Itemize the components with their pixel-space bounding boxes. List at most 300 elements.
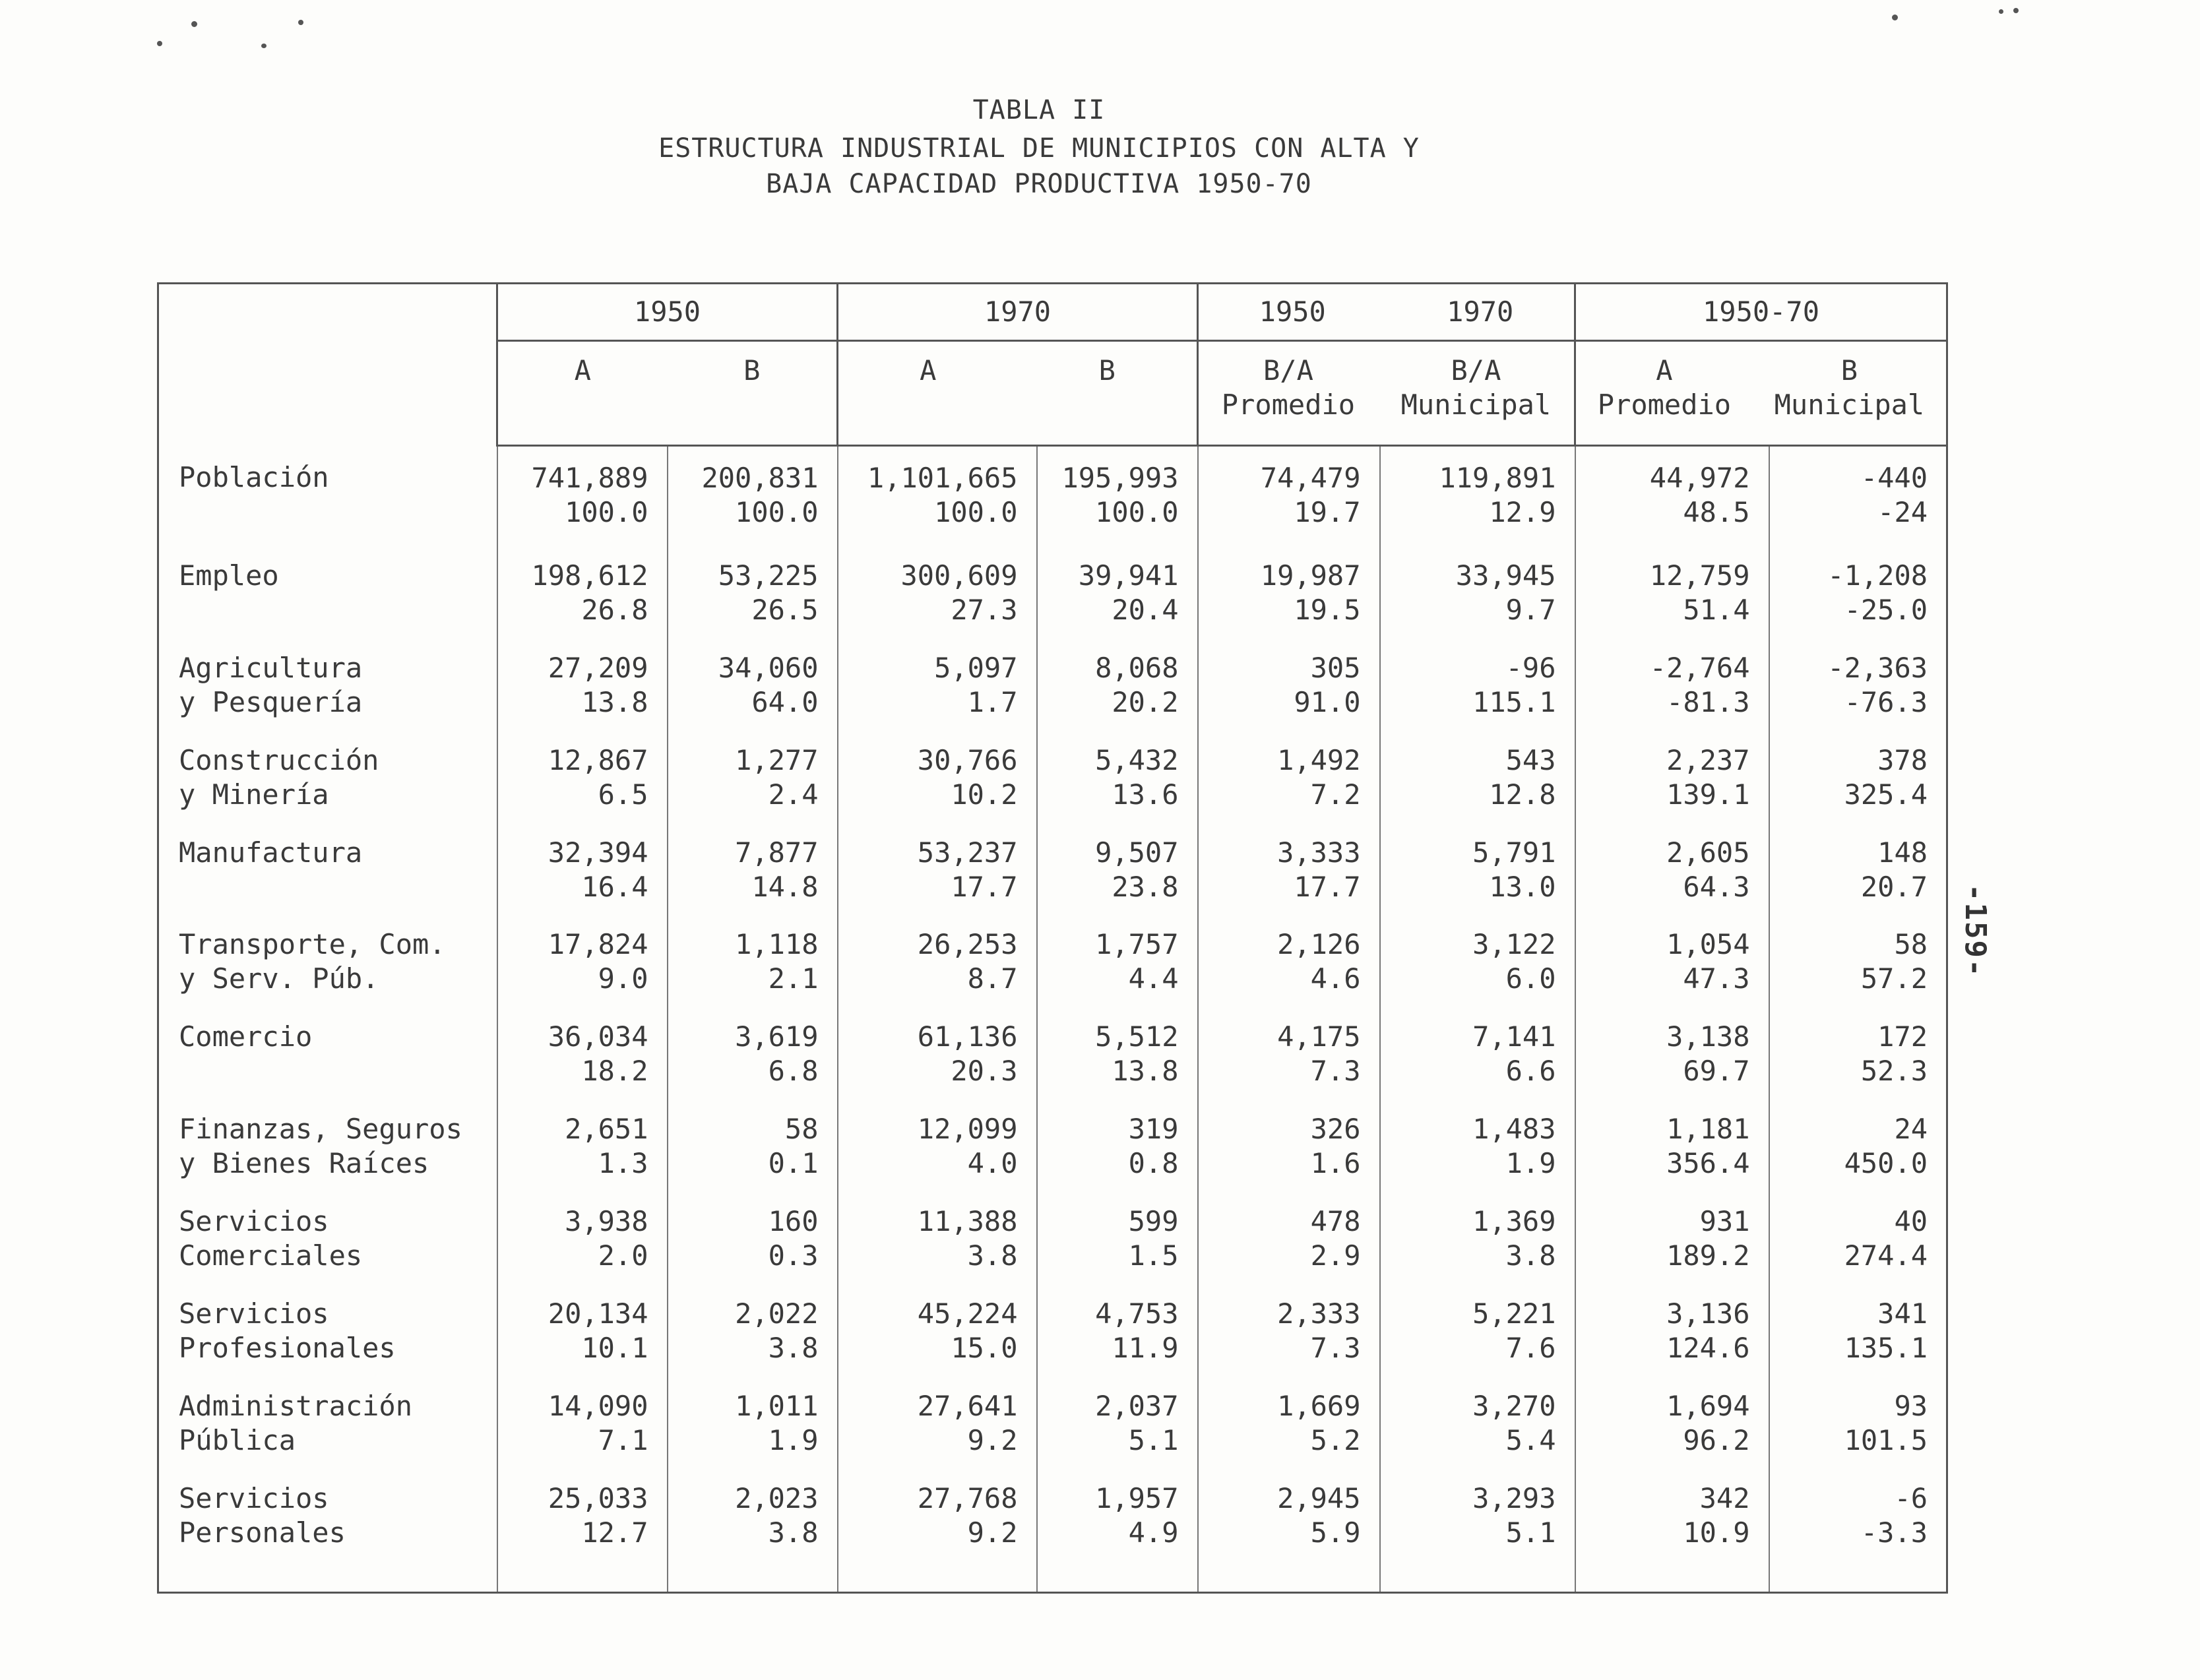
cell-percent-value: 356.4 xyxy=(1666,1147,1750,1180)
sub-header-ratio-1950-line2: Promedio xyxy=(1221,389,1356,421)
data-cell xyxy=(1575,1020,1769,1112)
cell-absolute-value: 200,831 xyxy=(701,462,819,494)
cell-absolute-value: 34,060 xyxy=(718,651,819,684)
data-cell xyxy=(497,559,668,651)
table-title-line-2: BAJA CAPACIDAD PRODUCTIVA 1950-70 xyxy=(766,169,1312,199)
table-body xyxy=(158,446,1947,1593)
scan-speck xyxy=(1999,9,2003,14)
cell-percent-value: 100.0 xyxy=(934,496,1018,528)
data-cell xyxy=(1037,559,1198,651)
row-label xyxy=(158,1481,497,1593)
data-cell xyxy=(838,1204,1037,1297)
cell-percent-value: 26.5 xyxy=(751,593,819,626)
row-label-line: y Serv. Púb. xyxy=(179,962,379,995)
row-label xyxy=(158,836,497,928)
cell-percent-value: 16.4 xyxy=(581,870,648,903)
row-label-line: Profesionales xyxy=(179,1331,396,1364)
cell-absolute-value: 7,877 xyxy=(735,836,819,869)
table-row xyxy=(158,559,1947,651)
cell-absolute-value: 3,293 xyxy=(1472,1481,1556,1514)
data-cell xyxy=(1380,1112,1575,1204)
data-cell xyxy=(1380,1204,1575,1297)
row-label-line: Personales xyxy=(179,1516,346,1549)
group-header-1950: 1950 xyxy=(497,284,838,341)
cell-absolute-value: -2,363 xyxy=(1827,651,1928,684)
data-cell xyxy=(838,559,1037,651)
cell-absolute-value: 12,099 xyxy=(917,1113,1018,1146)
data-cell xyxy=(1198,836,1380,928)
data-cell xyxy=(1575,743,1769,836)
data-cell xyxy=(1198,1297,1380,1389)
table-row xyxy=(158,1481,1947,1593)
cell-absolute-value: 1,957 xyxy=(1095,1481,1179,1514)
cell-percent-value: 1.9 xyxy=(1505,1147,1556,1180)
scan-speck xyxy=(1892,15,1898,20)
data-cell xyxy=(1037,1481,1198,1593)
row-label xyxy=(158,927,497,1020)
cell-percent-value: 2.1 xyxy=(768,962,819,995)
cell-percent-value: 12.7 xyxy=(581,1516,648,1549)
cell-percent-value: 91.0 xyxy=(1294,685,1361,718)
cell-percent-value: 6.0 xyxy=(1505,962,1556,995)
cell-percent-value: 1.3 xyxy=(598,1147,648,1180)
data-cell xyxy=(1769,1297,1947,1389)
cell-percent-value: 100.0 xyxy=(1095,496,1179,528)
cell-absolute-value: 5,097 xyxy=(934,651,1018,684)
cell-absolute-value: 8,068 xyxy=(1095,651,1179,684)
cell-percent-value: 20.4 xyxy=(1112,593,1179,626)
cell-absolute-value: 2,037 xyxy=(1095,1389,1179,1422)
cell-percent-value: 17.7 xyxy=(1294,870,1361,903)
data-cell xyxy=(838,927,1037,1020)
cell-percent-value: 23.8 xyxy=(1112,870,1179,903)
cell-absolute-value: -6 xyxy=(1894,1481,1928,1514)
table-row xyxy=(158,743,1947,836)
data-cell xyxy=(668,1297,838,1389)
data-cell xyxy=(1037,1297,1198,1389)
cell-absolute-value: 1,694 xyxy=(1666,1389,1750,1422)
data-cell xyxy=(1198,1481,1380,1593)
cell-absolute-value: 45,224 xyxy=(917,1297,1018,1330)
cell-absolute-value: 119,891 xyxy=(1439,462,1556,494)
data-cell xyxy=(1575,446,1769,559)
cell-percent-value: 12.9 xyxy=(1489,496,1556,528)
industrial-structure-table xyxy=(157,282,1948,1594)
cell-absolute-value: 1,277 xyxy=(735,743,819,776)
data-cell xyxy=(1769,651,1947,743)
data-cell xyxy=(1380,836,1575,928)
cell-absolute-value: 195,993 xyxy=(1061,462,1179,494)
data-cell xyxy=(497,1020,668,1112)
cell-absolute-value: 19,987 xyxy=(1260,559,1361,592)
sub-header-1950 xyxy=(497,341,838,446)
data-cell xyxy=(1380,559,1575,651)
cell-percent-value: -25.0 xyxy=(1844,593,1928,626)
sub-header-change-b-line1: B xyxy=(1840,354,1858,387)
data-cell xyxy=(668,651,838,743)
sub-header-ratio-1970-line2: Municipal xyxy=(1400,389,1552,421)
cell-absolute-value: 2,605 xyxy=(1666,836,1750,869)
group-header-change: 1950-70 xyxy=(1575,284,1947,341)
data-cell xyxy=(1198,559,1380,651)
cell-absolute-value: 58 xyxy=(1894,928,1928,961)
data-cell xyxy=(1769,559,1947,651)
data-cell xyxy=(1769,1481,1947,1593)
data-cell xyxy=(497,1204,668,1297)
cell-absolute-value: 7,141 xyxy=(1472,1020,1556,1053)
data-cell xyxy=(1380,743,1575,836)
cell-absolute-value: 2,651 xyxy=(565,1113,648,1146)
cell-percent-value: 2.9 xyxy=(1310,1239,1361,1272)
group-header-row xyxy=(158,284,1947,341)
data-cell xyxy=(1575,836,1769,928)
data-cell xyxy=(1198,927,1380,1020)
row-label-line: Servicios xyxy=(179,1204,329,1237)
row-label xyxy=(158,446,497,559)
cell-absolute-value: 3,138 xyxy=(1666,1020,1750,1053)
cell-absolute-value: 2,126 xyxy=(1277,928,1361,961)
data-cell xyxy=(668,1112,838,1204)
data-cell xyxy=(1769,743,1947,836)
cell-absolute-value: 58 xyxy=(784,1113,819,1146)
cell-percent-value: 47.3 xyxy=(1683,962,1750,995)
cell-absolute-value: 2,022 xyxy=(735,1297,819,1330)
cell-absolute-value: 3,333 xyxy=(1277,836,1361,869)
cell-percent-value: 5.1 xyxy=(1505,1516,1556,1549)
data-cell xyxy=(668,927,838,1020)
cell-percent-value: 7.6 xyxy=(1505,1331,1556,1364)
cell-percent-value: 52.3 xyxy=(1860,1055,1928,1088)
data-cell xyxy=(1575,1297,1769,1389)
data-cell xyxy=(1037,1389,1198,1481)
cell-percent-value: 13.8 xyxy=(581,685,648,718)
cell-percent-value: 19.7 xyxy=(1294,496,1361,528)
cell-percent-value: 20.2 xyxy=(1112,685,1179,718)
cell-percent-value: 0.3 xyxy=(768,1239,819,1272)
data-cell xyxy=(1037,651,1198,743)
table-row xyxy=(158,446,1947,559)
data-cell xyxy=(1575,1481,1769,1593)
cell-percent-value: 27.3 xyxy=(951,593,1018,626)
scan-speck xyxy=(157,41,162,46)
data-cell xyxy=(838,1297,1037,1389)
cell-absolute-value: 33,945 xyxy=(1455,559,1556,592)
cell-percent-value: 20.3 xyxy=(951,1055,1018,1088)
cell-absolute-value: 17,824 xyxy=(548,928,648,961)
data-cell xyxy=(1769,1389,1947,1481)
cell-absolute-value: 5,221 xyxy=(1472,1297,1556,1330)
row-label-line: Finanzas, Seguros xyxy=(179,1113,462,1146)
cell-percent-value: 1.7 xyxy=(967,685,1018,718)
cell-absolute-value: 172 xyxy=(1877,1020,1928,1053)
data-cell xyxy=(1037,1204,1198,1297)
data-cell xyxy=(1037,1112,1198,1204)
cell-percent-value: 0.1 xyxy=(768,1147,819,1180)
cell-absolute-value: 148 xyxy=(1877,836,1928,869)
row-label xyxy=(158,1389,497,1481)
sub-header-a-1970: A xyxy=(920,354,937,387)
cell-percent-value: 274.4 xyxy=(1844,1239,1928,1272)
data-cell xyxy=(1198,651,1380,743)
cell-absolute-value: 741,889 xyxy=(531,462,648,494)
sub-header-ratio-1950-line1: B/A xyxy=(1263,354,1313,387)
cell-absolute-value: 2,237 xyxy=(1666,743,1750,776)
data-cell xyxy=(497,927,668,1020)
scan-speck xyxy=(261,44,267,48)
cell-percent-value: 101.5 xyxy=(1844,1423,1928,1456)
cell-absolute-value: 478 xyxy=(1310,1204,1361,1237)
cell-percent-value: 64.0 xyxy=(751,685,819,718)
cell-percent-value: 124.6 xyxy=(1666,1331,1750,1364)
cell-absolute-value: 53,237 xyxy=(917,836,1018,869)
row-label-line: Empleo xyxy=(179,559,279,592)
cell-absolute-value: 2,333 xyxy=(1277,1297,1361,1330)
data-cell xyxy=(1037,1020,1198,1112)
data-cell xyxy=(1380,1481,1575,1593)
cell-absolute-value: 2,023 xyxy=(735,1481,819,1514)
data-cell xyxy=(1769,446,1947,559)
row-label-line: Agricultura xyxy=(179,651,363,684)
cell-absolute-value: 543 xyxy=(1505,743,1556,776)
data-cell xyxy=(1198,1389,1380,1481)
table-number: TABLA II xyxy=(972,95,1106,125)
data-cell xyxy=(1769,927,1947,1020)
row-label-line: Administración xyxy=(179,1389,413,1422)
table-title-block xyxy=(0,92,2078,202)
data-cell xyxy=(1380,1020,1575,1112)
table-row xyxy=(158,651,1947,743)
cell-absolute-value: -1,208 xyxy=(1827,559,1928,592)
cell-percent-value: 1.5 xyxy=(1128,1239,1179,1272)
row-label xyxy=(158,743,497,836)
sub-header-change-a-line2: Promedio xyxy=(1597,389,1732,421)
cell-percent-value: 13.0 xyxy=(1489,870,1556,903)
cell-percent-value: 3.8 xyxy=(768,1331,819,1364)
stub-header xyxy=(158,284,497,446)
cell-absolute-value: 319 xyxy=(1128,1113,1179,1146)
data-cell xyxy=(1380,1389,1575,1481)
row-label-line: Servicios xyxy=(179,1481,329,1514)
cell-absolute-value: 1,757 xyxy=(1095,928,1179,961)
cell-percent-value: 20.7 xyxy=(1860,870,1928,903)
table-row xyxy=(158,836,1947,928)
cell-percent-value: 6.5 xyxy=(598,778,648,811)
cell-absolute-value: 32,394 xyxy=(548,836,648,869)
cell-percent-value: 64.3 xyxy=(1683,870,1750,903)
data-cell xyxy=(668,836,838,928)
cell-percent-value: 1.6 xyxy=(1310,1147,1361,1180)
sub-header-change-a-line1: A xyxy=(1656,354,1673,387)
table-title-line-1: ESTRUCTURA INDUSTRIAL DE MUNICIPIOS CON ALTA Y xyxy=(658,133,1420,164)
data-cell xyxy=(838,1481,1037,1593)
data-cell xyxy=(497,1389,668,1481)
data-cell xyxy=(1198,1112,1380,1204)
cell-percent-value: 10.1 xyxy=(581,1331,648,1364)
data-cell xyxy=(1769,1020,1947,1112)
cell-absolute-value: 326 xyxy=(1310,1113,1361,1146)
group-header-ratio-1950: 1950 xyxy=(1259,296,1326,328)
row-label xyxy=(158,559,497,651)
cell-absolute-value: 1,492 xyxy=(1277,743,1361,776)
cell-percent-value: 96.2 xyxy=(1683,1423,1750,1456)
data-cell xyxy=(497,836,668,928)
data-cell xyxy=(497,1297,668,1389)
cell-percent-value: 139.1 xyxy=(1666,778,1750,811)
cell-percent-value: 4.6 xyxy=(1310,962,1361,995)
cell-percent-value: 5.4 xyxy=(1505,1423,1556,1456)
data-cell xyxy=(668,743,838,836)
cell-percent-value: 8.7 xyxy=(967,962,1018,995)
data-cell xyxy=(1037,927,1198,1020)
data-cell xyxy=(668,559,838,651)
cell-absolute-value: 1,369 xyxy=(1472,1204,1556,1237)
cell-absolute-value: 27,768 xyxy=(917,1481,1018,1514)
sub-header-ratio-1950 xyxy=(1222,354,1355,422)
data-cell xyxy=(838,743,1037,836)
cell-absolute-value: 160 xyxy=(768,1204,819,1237)
row-label-line: Construcción xyxy=(179,743,379,776)
row-label-line: Transporte, Com. xyxy=(179,928,446,961)
cell-absolute-value: 40 xyxy=(1894,1204,1928,1237)
data-cell xyxy=(497,1112,668,1204)
cell-percent-value: 7.3 xyxy=(1310,1331,1361,1364)
data-cell xyxy=(1198,1204,1380,1297)
cell-absolute-value: -440 xyxy=(1860,462,1928,494)
cell-absolute-value: -2,764 xyxy=(1649,651,1750,684)
cell-absolute-value: 2,945 xyxy=(1277,1481,1361,1514)
cell-percent-value: 1.9 xyxy=(768,1423,819,1456)
cell-absolute-value: 11,388 xyxy=(917,1204,1018,1237)
sub-header-b-1950: B xyxy=(743,354,761,387)
cell-percent-value: 7.1 xyxy=(598,1423,648,1456)
sub-header-change xyxy=(1575,341,1947,446)
data-cell xyxy=(838,836,1037,928)
cell-absolute-value: 4,753 xyxy=(1095,1297,1179,1330)
cell-absolute-value: 27,209 xyxy=(548,651,648,684)
cell-percent-value: 9.7 xyxy=(1505,593,1556,626)
sub-header-change-b xyxy=(1775,354,1925,422)
scan-speck xyxy=(191,21,197,27)
page-number: -159- xyxy=(1959,884,1992,978)
cell-percent-value: 3.8 xyxy=(1505,1239,1556,1272)
cell-absolute-value: 12,867 xyxy=(548,743,648,776)
cell-percent-value: 10.9 xyxy=(1683,1516,1750,1549)
cell-absolute-value: 27,641 xyxy=(917,1389,1018,1422)
row-label-line: Pública xyxy=(179,1423,296,1456)
data-cell xyxy=(1769,1204,1947,1297)
cell-percent-value: 5.2 xyxy=(1310,1423,1361,1456)
cell-percent-value: 19.5 xyxy=(1294,593,1361,626)
cell-absolute-value: 36,034 xyxy=(548,1020,648,1053)
cell-percent-value: 2.4 xyxy=(768,778,819,811)
cell-percent-value: 450.0 xyxy=(1844,1147,1928,1180)
cell-absolute-value: 1,101,665 xyxy=(867,462,1018,494)
data-cell xyxy=(1575,651,1769,743)
data-cell xyxy=(1380,651,1575,743)
sub-header-ratio-1970-line1: B/A xyxy=(1451,354,1501,387)
cell-percent-value: 189.2 xyxy=(1666,1239,1750,1272)
data-cell xyxy=(1380,1297,1575,1389)
data-cell xyxy=(1198,743,1380,836)
cell-percent-value: 115.1 xyxy=(1472,685,1556,718)
cell-percent-value: 18.2 xyxy=(581,1055,648,1088)
data-cell xyxy=(1575,1204,1769,1297)
cell-percent-value: 13.6 xyxy=(1112,778,1179,811)
row-label xyxy=(158,1297,497,1389)
cell-percent-value: -3.3 xyxy=(1860,1516,1928,1549)
sub-header-a-1950: A xyxy=(574,354,591,387)
data-cell xyxy=(1575,927,1769,1020)
data-cell xyxy=(497,1481,668,1593)
cell-absolute-value: 1,483 xyxy=(1472,1113,1556,1146)
cell-absolute-value: 61,136 xyxy=(917,1020,1018,1053)
table-row xyxy=(158,1204,1947,1297)
cell-absolute-value: 3,122 xyxy=(1472,928,1556,961)
row-label-line: Población xyxy=(179,460,329,493)
data-cell xyxy=(838,651,1037,743)
group-header-ratio-1970: 1970 xyxy=(1447,296,1514,328)
cell-absolute-value: 53,225 xyxy=(718,559,819,592)
cell-percent-value: 4.0 xyxy=(967,1147,1018,1180)
cell-percent-value: 17.7 xyxy=(951,870,1018,903)
data-cell xyxy=(1380,927,1575,1020)
row-label xyxy=(158,1204,497,1297)
cell-percent-value: 51.4 xyxy=(1683,593,1750,626)
cell-absolute-value: 3,136 xyxy=(1666,1297,1750,1330)
data-cell xyxy=(497,743,668,836)
cell-absolute-value: 3,619 xyxy=(735,1020,819,1053)
cell-absolute-value: 30,766 xyxy=(917,743,1018,776)
data-cell xyxy=(668,1020,838,1112)
cell-percent-value: 9.2 xyxy=(967,1423,1018,1456)
data-cell xyxy=(838,1389,1037,1481)
cell-absolute-value: 599 xyxy=(1128,1204,1179,1237)
cell-percent-value: 325.4 xyxy=(1844,778,1928,811)
row-label-line: Comerciales xyxy=(179,1239,363,1272)
data-cell xyxy=(668,1204,838,1297)
scan-speck xyxy=(2013,8,2019,13)
cell-absolute-value: 1,181 xyxy=(1666,1113,1750,1146)
cell-percent-value: 9.0 xyxy=(598,962,648,995)
row-label-line: y Minería xyxy=(179,778,329,811)
cell-absolute-value: 931 xyxy=(1699,1204,1750,1237)
cell-absolute-value: 341 xyxy=(1877,1297,1928,1330)
cell-percent-value: 69.7 xyxy=(1683,1055,1750,1088)
cell-absolute-value: 4,175 xyxy=(1277,1020,1361,1053)
data-cell xyxy=(838,1112,1037,1204)
data-cell xyxy=(1380,446,1575,559)
cell-percent-value: 26.8 xyxy=(581,593,648,626)
cell-absolute-value: 198,612 xyxy=(531,559,648,592)
table-row xyxy=(158,1389,1947,1481)
scan-speck xyxy=(298,20,303,25)
cell-absolute-value: 305 xyxy=(1310,651,1361,684)
cell-percent-value: 4.9 xyxy=(1128,1516,1179,1549)
data-cell xyxy=(668,446,838,559)
data-cell xyxy=(668,1481,838,1593)
cell-percent-value: 15.0 xyxy=(951,1331,1018,1364)
cell-percent-value: -24 xyxy=(1877,496,1928,528)
cell-absolute-value: 378 xyxy=(1877,743,1928,776)
cell-percent-value: -81.3 xyxy=(1666,685,1750,718)
row-label xyxy=(158,1112,497,1204)
data-cell xyxy=(668,1389,838,1481)
cell-percent-value: 48.5 xyxy=(1683,496,1750,528)
cell-percent-value: 4.4 xyxy=(1128,962,1179,995)
cell-absolute-value: -96 xyxy=(1505,651,1556,684)
cell-percent-value: 3.8 xyxy=(768,1516,819,1549)
cell-absolute-value: 1,011 xyxy=(735,1389,819,1422)
